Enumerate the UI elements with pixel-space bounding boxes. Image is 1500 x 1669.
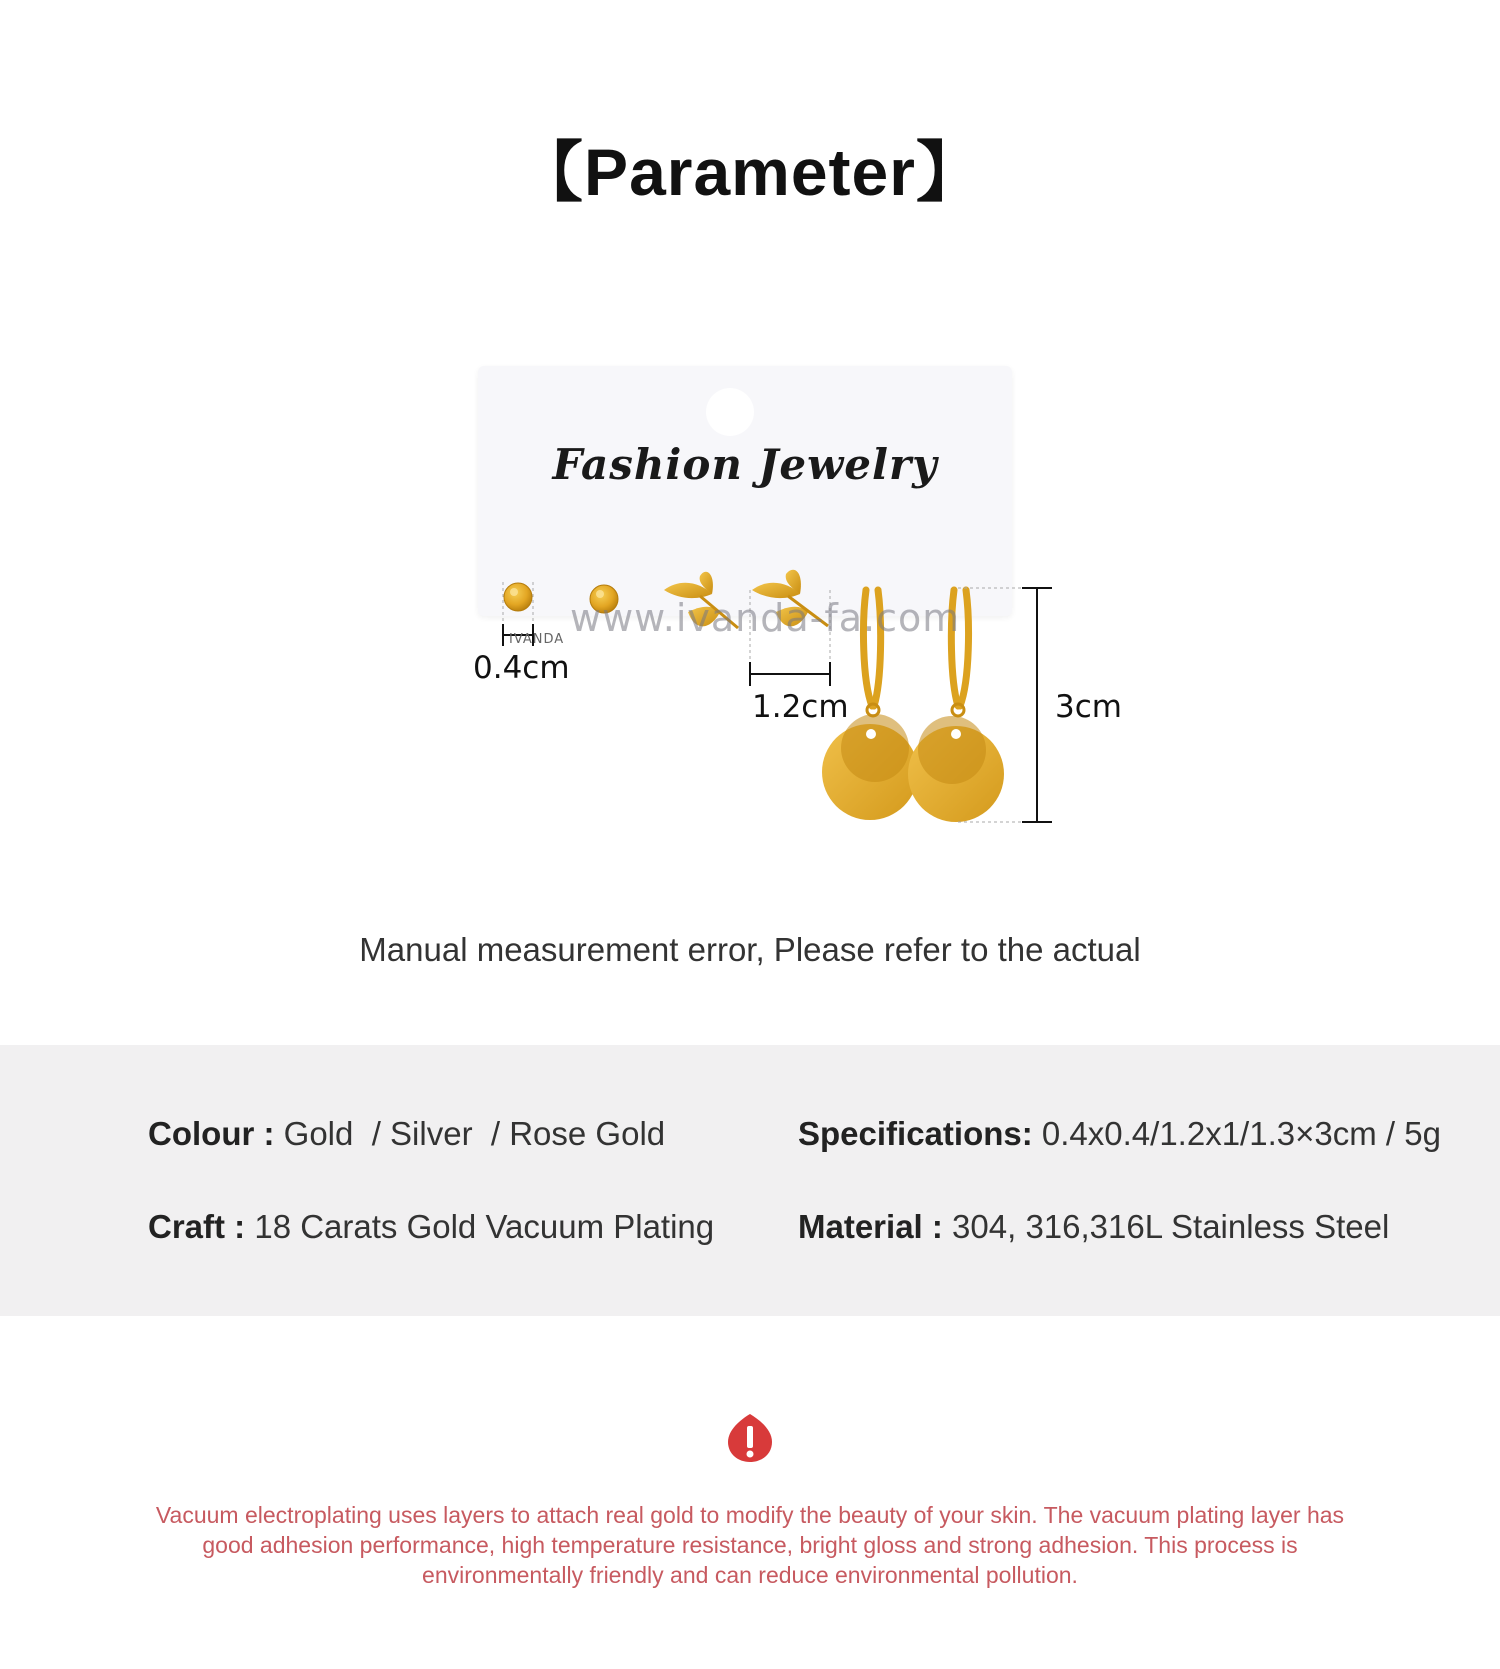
page-title: 【Parameter】 [517,135,983,209]
spec-craft-value: 18 Carats Gold Vacuum Plating [254,1208,715,1245]
measure-label-hoop: 3cm [1055,689,1122,725]
watermark-url: www.ivanda-fa.com [570,596,961,640]
spec-craft [148,1208,714,1246]
exclamation-shield-icon [726,1412,774,1464]
spec-craft-label: Craft : [148,1208,246,1245]
spec-specifications-value: 0.4x0.4/1.2x1/1.3×3cm / 5g [1041,1115,1441,1152]
spec-colour-label: Colour : [148,1115,275,1152]
spec-colour [148,1115,665,1153]
measurement-note: Manual measurement error, Please refer to the actual [359,931,1141,968]
measure-label-small-stud: 0.4cm [473,650,570,686]
spec-colour-value: Gold / Silver / Rose Gold [283,1115,666,1152]
watermark-logo: IVANDA [509,632,565,647]
plating-disclaimer: Vacuum electroplating uses layers to attach real gold to modify the beauty of your skin. The vacuum plating layer has good adhesion performance, high temperature resistance, bright gloss and strong adhesion. This process is environmentally friendly and can reduce environmental pollution. [155,1502,1345,1588]
spec-material-label: Material : [798,1208,943,1245]
small-stud-1 [504,583,532,611]
card-brand-text: Fashion Jewelry [552,440,938,489]
spec-specifications [798,1115,1441,1153]
spec-band [0,1045,1500,1316]
measure-label-leaf-stud: 1.2cm [752,689,849,725]
spec-specifications-label: Specifications: [798,1115,1033,1152]
spec-material [798,1208,1389,1246]
spec-material-value: 304, 316,316L Stainless Steel [952,1208,1390,1245]
